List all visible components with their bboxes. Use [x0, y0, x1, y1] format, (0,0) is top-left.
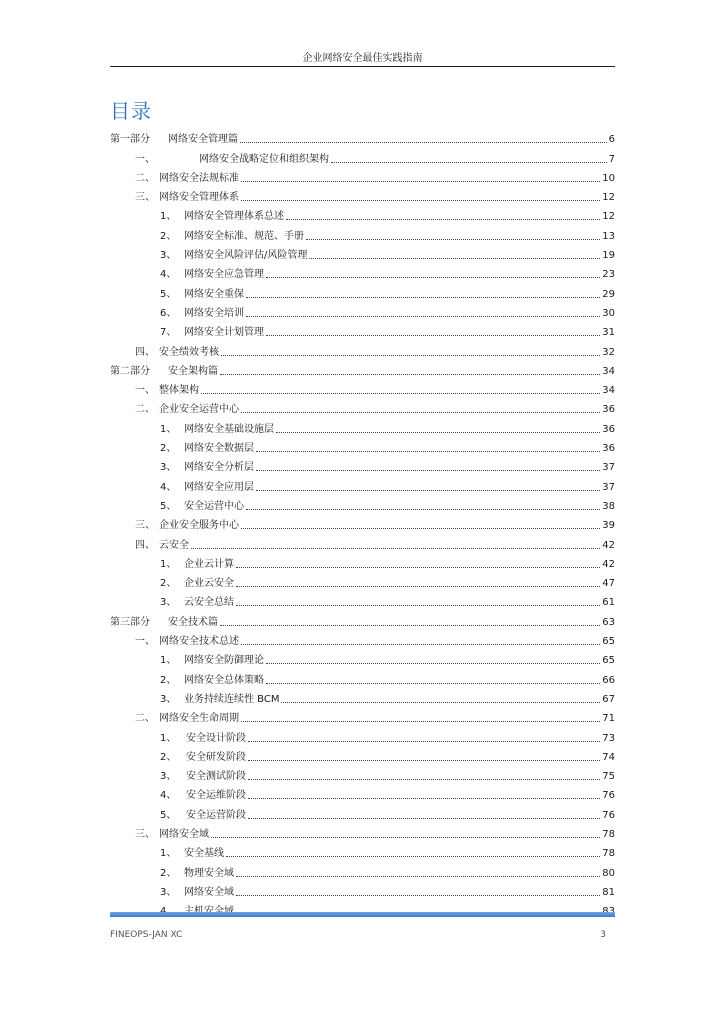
toc-entry-number: 二、	[135, 713, 155, 725]
toc-entry-title: 网络安全管理体系总述	[184, 211, 284, 223]
toc-entry[interactable]	[110, 725, 615, 744]
toc-dot-leader	[309, 257, 600, 259]
toc-entry-page: 80	[602, 867, 615, 879]
toc-entry-label	[160, 733, 246, 745]
toc-entry-page: 34	[602, 365, 615, 377]
toc-entry[interactable]	[110, 880, 615, 899]
toc-entry-title: 企业安全服务中心	[159, 520, 239, 532]
toc-dot-leader	[241, 720, 600, 722]
toc-list	[110, 127, 615, 918]
toc-entry-number: 第三部分	[110, 616, 150, 628]
toc-entry-page: 12	[602, 192, 615, 204]
toc-entry-label	[160, 868, 234, 880]
toc-entry-page: 63	[602, 616, 615, 628]
toc-entry-title: 安全架构篇	[168, 365, 218, 377]
toc-dot-leader	[248, 759, 600, 761]
toc-dot-leader	[331, 161, 607, 163]
toc-entry-label	[160, 269, 264, 281]
toc-entry-label	[160, 211, 284, 223]
toc-dot-leader	[266, 682, 600, 684]
toc-entry-number: 2、	[160, 867, 177, 879]
toc-entry-label	[110, 366, 218, 378]
toc-entry-number: 6、	[160, 307, 177, 319]
toc-entry-title: 网络安全技术总述	[159, 636, 239, 648]
toc-entry-page: 47	[602, 578, 615, 590]
toc-entry-page: 81	[602, 886, 615, 898]
toc-entry-page: 10	[602, 172, 615, 184]
toc-entry-number: 第一部分	[110, 134, 150, 146]
toc-entry-number: 2、	[160, 674, 177, 686]
toc-entry-number: 一、	[135, 636, 155, 648]
toc-entry-title: 网络安全基础设施层	[184, 423, 274, 435]
toc-entry-label	[160, 848, 224, 860]
toc-entry-page: 39	[602, 520, 615, 532]
toc-entry-label	[160, 462, 254, 474]
toc-entry-page: 29	[602, 288, 615, 300]
toc-dot-leader	[248, 778, 600, 780]
toc-entry[interactable]	[110, 609, 615, 628]
toc-entry[interactable]	[110, 513, 615, 532]
toc-entry[interactable]	[110, 667, 615, 686]
toc-entry-title: 安全技术篇	[168, 616, 218, 628]
toc-entry-label	[160, 578, 234, 590]
toc-entry-title: 物理安全域	[184, 867, 234, 879]
toc-entry-number: 二、	[135, 404, 155, 416]
toc-dot-leader	[256, 489, 600, 491]
header-rule	[110, 66, 615, 67]
toc-entry-title: 网络安全生命周期	[159, 713, 239, 725]
toc-entry-label	[135, 636, 239, 648]
toc-entry-number: 1、	[160, 655, 177, 667]
toc-entry-page: 32	[602, 346, 615, 358]
toc-entry-title: 网络安全标准、规范、手册	[184, 230, 304, 242]
toc-entry-label	[135, 173, 239, 185]
toc-entry-number: 三、	[135, 520, 155, 532]
toc-entry-page: 12	[602, 211, 615, 223]
toc-entry-label	[160, 250, 307, 262]
toc-entry-title: 企业云计算	[184, 558, 234, 570]
toc-entry-page: 23	[602, 269, 615, 281]
toc-entry-page: 36	[602, 423, 615, 435]
toc-entry-page: 65	[602, 636, 615, 648]
toc-dot-leader	[236, 604, 600, 606]
toc-entry-label	[160, 810, 246, 822]
toc-entry-label	[135, 713, 239, 725]
toc-entry-label	[135, 192, 239, 204]
toc-entry[interactable]	[110, 223, 615, 242]
toc-entry-title: 安全运营中心	[184, 500, 244, 512]
toc-entry-label	[135, 829, 209, 841]
toc-entry[interactable]	[110, 764, 615, 783]
toc-entry-label	[160, 308, 244, 320]
toc-dot-leader	[236, 585, 600, 587]
toc-entry[interactable]	[110, 822, 615, 841]
toc-entry-page: 76	[602, 790, 615, 802]
toc-entry-title: 网络安全培训	[184, 307, 244, 319]
toc-entry-label	[160, 790, 246, 802]
toc-entry[interactable]	[110, 301, 615, 320]
toc-entry-number: 5、	[160, 809, 177, 821]
toc-entry-title: 安全研发阶段	[186, 751, 246, 763]
toc-entry[interactable]	[110, 281, 615, 300]
toc-entry-number: 一、	[135, 153, 155, 165]
toc-entry-title: 安全运营阶段	[186, 809, 246, 821]
toc-entry-number: 四、	[135, 346, 155, 358]
toc-entry-number: 1、	[160, 558, 177, 570]
toc-entry-number: 三、	[135, 192, 155, 204]
toc-entry[interactable]	[110, 378, 615, 397]
toc-dot-leader	[240, 141, 607, 143]
toc-dot-leader	[248, 740, 600, 742]
toc-dot-leader	[226, 855, 600, 857]
toc-entry-page: 71	[602, 713, 615, 725]
toc-dot-leader	[241, 180, 600, 182]
toc-entry-title: 网络安全域	[159, 828, 209, 840]
toc-entry-number: 1、	[160, 423, 177, 435]
toc-entry[interactable]	[110, 455, 615, 474]
toc-entry-label	[135, 404, 239, 416]
toc-entry-number: 2、	[160, 578, 177, 590]
toc-entry-number: 第二部分	[110, 365, 150, 377]
toc-entry[interactable]	[110, 416, 615, 435]
toc-entry-label	[160, 887, 234, 899]
toc-entry-page: 38	[602, 500, 615, 512]
toc-entry-page: 78	[602, 848, 615, 860]
toc-entry-page: 34	[602, 385, 615, 397]
toc-entry-title: 网络安全应急管理	[184, 269, 264, 281]
toc-dot-leader	[266, 662, 600, 664]
toc-entry-number: 1、	[160, 732, 177, 744]
toc-dot-leader	[281, 701, 600, 703]
toc-entry-title: 网络安全应用层	[184, 481, 254, 493]
toc-dot-leader	[220, 373, 600, 375]
toc-dot-leader	[306, 238, 600, 240]
toc-entry[interactable]	[110, 436, 615, 455]
toc-dot-leader	[211, 836, 600, 838]
toc-entry-page: 6	[608, 134, 615, 146]
toc-entry-page: 31	[602, 327, 615, 339]
toc-entry-title: 网络安全总体策略	[184, 674, 264, 686]
toc-entry[interactable]	[110, 860, 615, 879]
toc-entry-title: 云安全	[159, 539, 189, 551]
toc-entry[interactable]	[110, 359, 615, 378]
toc-entry[interactable]	[110, 166, 615, 185]
toc-entry-label	[160, 289, 244, 301]
toc-entry[interactable]	[110, 802, 615, 821]
toc-entry-page: 30	[602, 307, 615, 319]
toc-entry-number: 4、	[160, 790, 177, 802]
toc-entry-label	[160, 655, 264, 667]
toc-entry-title: 企业云安全	[184, 578, 234, 590]
toc-entry-label	[135, 154, 329, 166]
toc-entry-label	[160, 501, 244, 513]
toc-entry-label	[160, 559, 234, 571]
toc-entry-number: 5、	[160, 500, 177, 512]
toc-entry-title: 网络安全管理体系	[159, 192, 239, 204]
toc-entry-number: 二、	[135, 172, 155, 184]
toc-entry-title: 网络安全战略定位和组织架构	[199, 153, 329, 165]
toc-entry-title: 安全设计阶段	[186, 732, 246, 744]
toc-entry-number: 2、	[160, 230, 177, 242]
toc-entry-label	[160, 752, 246, 764]
toc-entry-number: 4、	[160, 481, 177, 493]
toc-entry[interactable]	[110, 262, 615, 281]
toc-entry-title: 网络安全管理篇	[168, 134, 238, 146]
toc-entry-label	[160, 597, 234, 609]
toc-entry-page: 66	[602, 674, 615, 686]
toc-entry[interactable]	[110, 783, 615, 802]
toc-entry-label	[135, 540, 189, 552]
toc-entry-title: 网络安全分析层	[184, 462, 254, 474]
toc-entry-page: 36	[602, 404, 615, 416]
toc-entry-number: 1、	[160, 211, 177, 223]
toc-entry[interactable]	[110, 552, 615, 571]
toc-entry-label	[160, 424, 274, 436]
toc-entry-title: 网络安全计划管理	[184, 327, 264, 339]
toc-entry[interactable]	[110, 648, 615, 667]
toc-entry-label	[135, 385, 199, 397]
toc-entry[interactable]	[110, 629, 615, 648]
toc-entry-number: 2、	[160, 443, 177, 455]
toc-dot-leader	[266, 334, 600, 336]
toc-dot-leader	[246, 296, 600, 298]
toc-entry[interactable]	[110, 532, 615, 551]
toc-dot-leader	[246, 315, 600, 317]
toc-entry-number: 三、	[135, 828, 155, 840]
toc-dot-leader	[256, 450, 600, 452]
toc-entry-title: 安全基线	[184, 848, 224, 860]
toc-entry[interactable]	[110, 706, 615, 725]
toc-entry-title: 网络安全风险评估/风险管理	[184, 250, 308, 262]
toc-dot-leader	[286, 218, 600, 220]
toc-dot-leader	[266, 276, 600, 278]
toc-entry-number: 3、	[160, 771, 177, 783]
toc-entry-title: 安全运维阶段	[186, 790, 246, 802]
toc-dot-leader	[256, 469, 600, 471]
toc-entry-title: 网络安全法规标准	[159, 172, 239, 184]
footer-page-number: 3	[600, 930, 606, 940]
toc-entry-number: 3、	[160, 693, 177, 705]
toc-entry-page: 73	[602, 732, 615, 744]
toc-entry[interactable]	[110, 397, 615, 416]
toc-entry-label	[160, 231, 304, 243]
toc-entry-number: 3、	[160, 597, 177, 609]
toc-entry[interactable]	[110, 494, 615, 513]
toc-dot-leader	[201, 392, 600, 394]
toc-heading: 目录	[110, 99, 152, 123]
toc-entry-number: 4、	[160, 269, 177, 281]
footer-doc-id: FINEOPS-JAN XC	[110, 930, 183, 940]
toc-entry-number: 7、	[160, 327, 177, 339]
toc-entry-number: 2、	[160, 751, 177, 763]
toc-entry-page: 42	[602, 558, 615, 570]
toc-entry-page: 37	[602, 462, 615, 474]
toc-entry-page: 37	[602, 481, 615, 493]
toc-entry-title: 网络安全数据层	[184, 443, 254, 455]
toc-entry-number: 3、	[160, 462, 177, 474]
toc-entry-page: 75	[602, 771, 615, 783]
toc-dot-leader	[236, 875, 600, 877]
toc-entry-label	[160, 694, 279, 706]
toc-entry[interactable]	[110, 243, 615, 262]
toc-entry-label	[160, 675, 264, 687]
toc-entry-page: 61	[602, 597, 615, 609]
toc-entry-page: 42	[602, 539, 615, 551]
toc-entry[interactable]	[110, 185, 615, 204]
toc-dot-leader	[236, 566, 600, 568]
toc-dot-leader	[221, 354, 600, 356]
toc-entry-number: 一、	[135, 385, 155, 397]
toc-entry[interactable]	[110, 127, 615, 146]
toc-entry-page: 74	[602, 751, 615, 763]
toc-entry-title: 整体架构	[159, 385, 199, 397]
toc-entry-title: 云安全总结	[184, 597, 234, 609]
toc-dot-leader	[220, 624, 600, 626]
toc-dot-leader	[246, 508, 600, 510]
toc-entry-page: 13	[602, 230, 615, 242]
toc-entry-number: 1、	[160, 848, 177, 860]
toc-entry[interactable]	[110, 146, 615, 165]
toc-entry[interactable]	[110, 320, 615, 339]
toc-dot-leader	[241, 199, 600, 201]
toc-entry-page: 76	[602, 809, 615, 821]
toc-entry-number: 四、	[135, 539, 155, 551]
toc-dot-leader	[241, 527, 600, 529]
toc-entry-label	[110, 134, 238, 146]
toc-entry[interactable]	[110, 571, 615, 590]
toc-entry-title: 安全测试阶段	[186, 771, 246, 783]
toc-entry[interactable]	[110, 687, 615, 706]
toc-dot-leader	[241, 643, 600, 645]
toc-dot-leader	[248, 797, 600, 799]
toc-dot-leader	[191, 547, 600, 549]
toc-entry-title: 网络安全防御理论	[184, 655, 264, 667]
toc-entry-page: 19	[602, 250, 615, 262]
toc-dot-leader	[236, 894, 600, 896]
toc-entry[interactable]	[110, 841, 615, 860]
toc-entry-label	[160, 771, 246, 783]
toc-entry-page: 67	[602, 693, 615, 705]
toc-entry[interactable]	[110, 339, 615, 358]
toc-entry-title: 网络安全重保	[184, 288, 244, 300]
toc-entry[interactable]	[110, 474, 615, 493]
toc-entry-label	[160, 327, 264, 339]
toc-entry-label	[160, 482, 254, 494]
toc-entry[interactable]	[110, 590, 615, 609]
toc-entry-title: 业务持续连续性 BCM	[184, 693, 280, 705]
toc-entry-title: 安全绩效考核	[159, 346, 219, 358]
toc-dot-leader	[248, 817, 600, 819]
toc-entry[interactable]	[110, 204, 615, 223]
toc-entry-label	[160, 443, 254, 455]
toc-entry-title: 网络安全域	[184, 886, 234, 898]
toc-entry-page: 7	[608, 153, 615, 165]
toc-dot-leader	[276, 431, 600, 433]
toc-entry-number: 5、	[160, 288, 177, 300]
running-header-title: 企业网络安全最佳实践指南	[302, 53, 423, 64]
toc-entry-label	[135, 347, 219, 359]
toc-entry-number: 3、	[160, 250, 177, 262]
toc-dot-leader	[241, 411, 600, 413]
toc-entry-label	[135, 520, 239, 532]
toc-entry[interactable]	[110, 745, 615, 764]
toc-entry-title: 企业安全运营中心	[159, 404, 239, 416]
toc-entry-page: 36	[602, 443, 615, 455]
toc-entry-page: 78	[602, 828, 615, 840]
toc-entry-page: 65	[602, 655, 615, 667]
toc-entry-label	[110, 617, 218, 629]
toc-entry-number: 3、	[160, 886, 177, 898]
footer-bar	[110, 912, 615, 917]
